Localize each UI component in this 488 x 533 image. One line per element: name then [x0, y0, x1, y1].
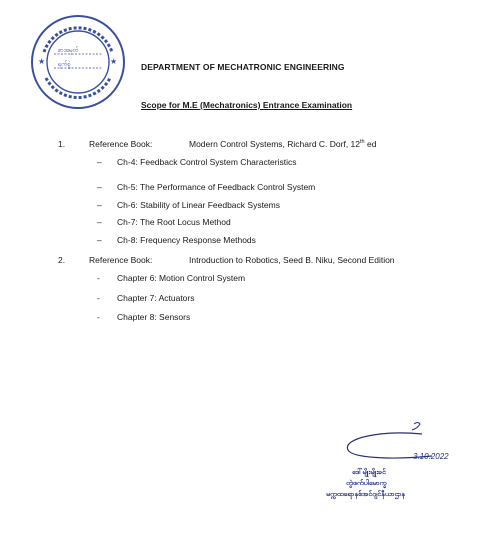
list-item: - Chapter 6: Motion Control System	[97, 273, 246, 283]
section-1-book: Modern Control Systems, Richard C. Dorf, 12th ed	[189, 139, 377, 149]
list-item: - Chapter 7: Actuators	[97, 293, 195, 303]
department-seal	[28, 12, 128, 112]
section-1-label: Reference Book:	[89, 139, 153, 149]
svg-text:ရက်စွဲ: ရက်စွဲ	[58, 61, 71, 68]
list-item: – Ch-5: The Performance of Feedback Control System	[97, 182, 316, 192]
list-item: – Ch-6: Stability of Linear Feedback Systems	[97, 200, 280, 210]
section-2-number: 2.	[58, 255, 66, 265]
signatory-name: ဒေါ်မျိုးမျိုးခင်	[352, 469, 386, 476]
department-heading: DEPARTMENT OF MECHATRONIC ENGINEERING	[141, 62, 345, 72]
section-2-label: Reference Book:	[89, 255, 153, 265]
section-1-number: 1.	[58, 139, 66, 149]
signature-date: 3.10.2022	[413, 452, 449, 461]
svg-text:★: ★	[38, 57, 46, 66]
signatory-department: မက္ကထရောနစ်အင်ဂျင်နီယာဌာန	[326, 491, 405, 498]
svg-text:စာအမှတ်: စာအမှတ်	[58, 47, 79, 54]
list-item: - Chapter 8: Sensors	[97, 312, 191, 322]
section-2-book: Introduction to Robotics, Seed B. Niku, Second Edition	[189, 255, 395, 265]
svg-text:★: ★	[110, 57, 118, 66]
scope-heading: Scope for M.E (Mechatronics) Entrance Examination	[141, 100, 353, 110]
handwritten-signature	[322, 420, 472, 500]
list-item: – Ch-8: Frequency Response Methods	[97, 235, 256, 245]
list-item: – Ch-7: The Root Locus Method	[97, 217, 231, 227]
list-item: – Ch-4: Feedback Control System Characteristics	[97, 157, 297, 167]
signatory-title: တွဲဖက်ပါမောက္ခ	[346, 480, 387, 487]
